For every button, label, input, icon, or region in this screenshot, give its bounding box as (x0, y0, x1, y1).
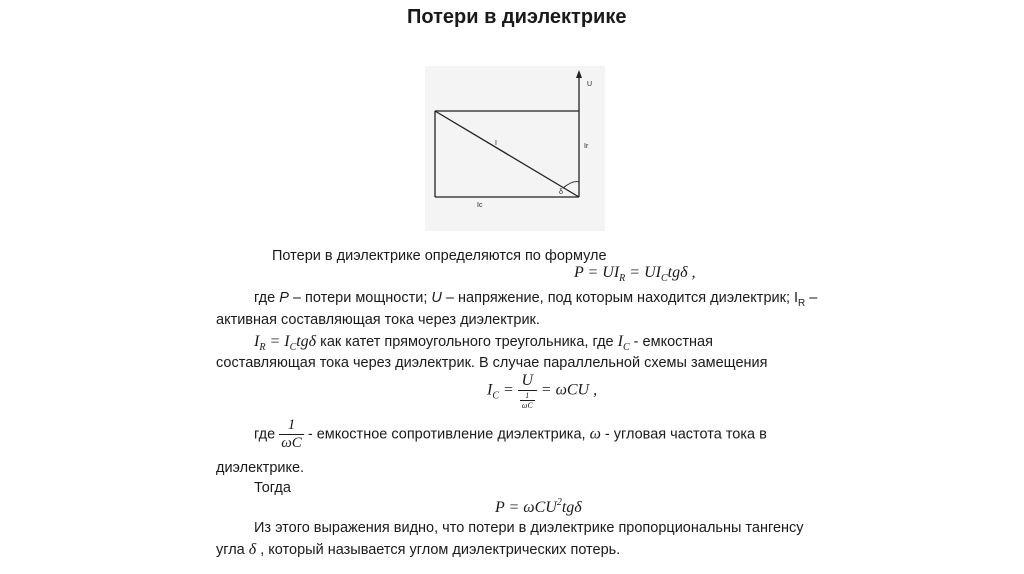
fraction-reactance: $\frac{1}{\omega C}$ (281, 417, 302, 451)
fraction-u: $\frac{U}{\frac{1}{\omega C}}$ (518, 372, 537, 410)
ir-line1: $I_R = I_Ctg\delta$ как катет прямоугольного треугольника, где $I_C$ - емкостная (254, 333, 713, 353)
formula-ic: $I_C$ = $\frac{U}{\frac{1}{\omega C}}$ = ωCU , (487, 372, 598, 410)
formula-ir: $I_R = I_Ctg\delta$ (254, 333, 317, 353)
conclusion-line1: Из этого выражения видно, что потери в диэлектрике пропорциональны тангенсу (254, 520, 804, 536)
intro-text: Потери в диэлектрике определяются по формуле (272, 248, 607, 264)
diagram-frame (425, 66, 605, 231)
phasor-diagram (425, 66, 605, 231)
ir-line2: составляющая тока через диэлектрик. В случае параллельной схемы замещения (216, 355, 768, 371)
label-ir: Ir (584, 143, 589, 150)
label-i: I (495, 140, 497, 147)
conclusion-line2: угла δ , который называется углом диэлектрических потерь. (216, 541, 621, 558)
label-delta: δ (559, 189, 563, 196)
formula-power: $P = UI_R = UI_Ctg\delta$ , (574, 264, 696, 284)
page-title: Потери в диэлектрике (407, 6, 627, 28)
label-ic: Ic (477, 202, 483, 209)
reactance-line1: где $\frac{1}{\omega C}$ - емкостное сопротивление диэлектрика, ω - угловая частота тока в (254, 417, 767, 451)
definition-line1: где P – потери мощности; U – напряжение, под которым находится диэлектрик; $I_R$ – (254, 290, 818, 309)
definition-line2: активная составляющая тока через диэлектрик. (216, 312, 540, 328)
label-u: U (587, 81, 593, 88)
formula-power-final: P = ωCU$^2$tgδ (495, 497, 582, 516)
reactance-line2: диэлектрике. (216, 460, 305, 476)
then-text: Тогда (254, 480, 291, 496)
